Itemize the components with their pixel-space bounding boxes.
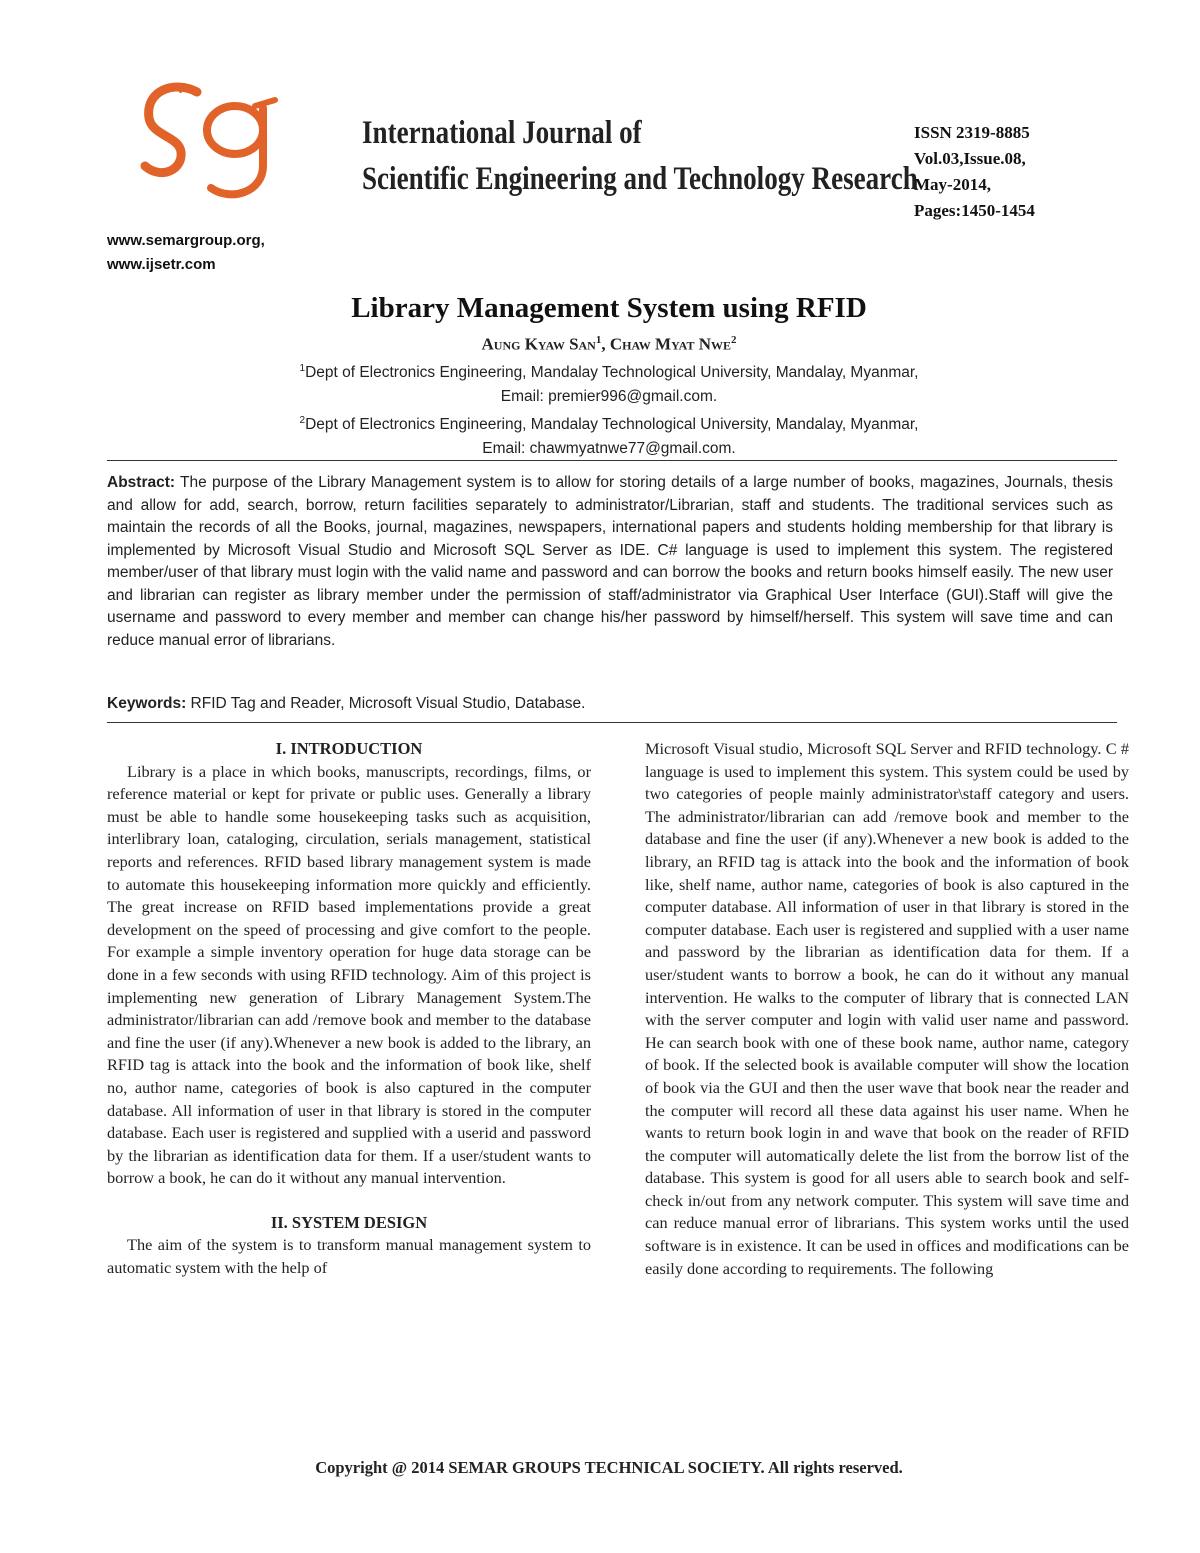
journal-logo [135,78,285,206]
author-1: Aung Kyaw San [481,334,596,354]
section-heading-system-design: II. SYSTEM DESIGN [270,1212,428,1232]
paper-title: Library Management System using RFID [351,292,867,324]
affiliation-1-mark: 1 [299,363,306,374]
url-semargroup[interactable]: www.semargroup.org, [107,232,265,249]
website-links [107,229,265,277]
journal-name-line-2: Scientific Engineering and Technology Research [362,161,918,197]
email-1[interactable]: Email: premier996@gmail.com. [500,388,718,406]
keywords-text: RFID Tag and Reader, Microsoft Visual Studio, Database. [186,695,586,712]
issn-block [914,120,1035,224]
affiliation-2-mark: 2 [299,415,306,427]
volume-issue: Vol.03,Issue.08, [914,149,1026,168]
affiliation-2-text: Dept of Electronics Engineering, Mandalay Technological University, Mandalay, Myanmar, [305,416,919,434]
keywords-label: Keywords: [107,695,187,712]
author-1-mark: 1 [595,334,602,346]
author-line [0,334,1200,355]
affiliation-2 [0,409,1200,437]
left-column [107,738,591,1280]
sg-logo-icon [135,78,285,206]
abstract-text: The purpose of the Library Management system is to allow for storing details of a large number of books, magazines, Journals, thesis and allow for add, search, borrow, return facilities separately to administrator/Librarian, staff and students. The traditional services such as maintain the records of all the Books, journal, magazines, newspapers, international papers and students holding membership for that library is implemented by Microsoft Visual Studio and Microsoft SQL Server as IDE. C# language is used to implement this system. The registered member/user of that library must login with the valid name and password and can borrow the books and return books himself easily. The new user and librarian can register as library member under the permission of staff/administrator via Graphical User Interface (GUI).Staff will give the username and password to every member and member can change his/her password by himself/herself. This system will save time and can reduce manual error of librarians. [107,474,1113,649]
divider-top [107,460,1117,461]
system-design-paragraph: The aim of the system is to transform manual management system to automatic system with the help of [107,1235,591,1278]
affiliation-1-text: Dept of Electronics Engineering, Mandalay Technological University, Mandalay, Myanmar, [305,364,919,382]
url-ijsetr[interactable]: www.ijsetr.com [107,256,216,273]
publication-date: May-2014, [914,175,991,194]
author-2: Chaw Myat Nwe [609,334,731,354]
right-column-paragraph: Microsoft Visual studio, Microsoft SQL Server and RFID technology. C # language is used to implement this system. This system could be used by two categories of people mainly administrator\staff category and users. The administrator/librarian can add /remove book and member to the database and fine the user (if any).Whenever a new book is added to the library, an RFID tag is attack into the book and the information of book like, shelf name, author name, categories of book is also captured in the computer database. All information of user in that library is stored in the computer database. Each user is registered and supplied with a user name and password by the librarian as identification data for them. If a user/student wants to borrow a book, he can do it without any manual intervention. He walks to the computer of library that is connected LAN with the server computer and login with valid user name and password. He can search book with one of these book name, author name, category of book. If the selected book is available computer will show the location of book via the GUI and then the user wave that book near the reader and the computer will record all these data against his user name. When he wants to return book login in and wave that book on the reader of RFID the computer will automatically delete the list from the borrow list of the database. This system is good for all users able to search book and self-check in/out from any network computer. This system will save time and can reduce manual error of librarians. This system works until the used software is in existence. It can be used in offices and modifications can be easily done according to requirements. The following [645,739,1129,1278]
introduction-paragraph: Library is a place in which books, manuscripts, recordings, films, or reference material or kept for private or public uses. Generally a library must be able to handle some housekeeping tasks such as acquisition, interlibrary loan, cataloging, circulation, serials management, statistical reports and references. RFID based library management system is made to automate this housekeeping information more quickly and efficiently. The great increase on RFID based implementations provide a great development on the speed of processing and give comfort to the people. For example a simple inventory operation for huge data storage can be done in a few seconds with using RFID technology. Aim of this project is implementing new generation of Library Management System.The administrator/librarian can add /remove book and member to the database and fine the user (if any).Whenever a new book is added to the library, an RFID tag is attack into the book and the information of book like, shelf no, author name, categories of book is also captured in the computer database. All information of user in that library is stored in the computer database. Each user is registered and supplied with a userid and password by the librarian as identification data for them. If a user/student wants to borrow a book, he can do it without any manual intervention. [107,761,591,1188]
abstract-label: Abstract: [107,474,176,491]
author-separator: , [601,334,610,354]
page-range: Pages:1450-1454 [914,201,1035,220]
copyright-footer: Copyright @ 2014 SEMAR GROUPS TECHNICAL SOCIETY. All rights reserved. [315,1458,903,1477]
affiliation-1 [0,357,1200,385]
journal-name [362,110,918,202]
email-2[interactable]: Email: chawmyatnwe77@gmail.com. [482,440,736,458]
author-2-mark: 2 [730,334,737,346]
keywords [107,695,1113,713]
journal-name-line-1: International Journal of [362,115,642,151]
abstract [107,472,1113,652]
issn: ISSN 2319-8885 [914,123,1030,142]
section-heading-introduction: I. INTRODUCTION [275,739,423,758]
right-column [645,738,1129,1280]
affiliations [0,357,1200,461]
divider-bottom [107,722,1117,723]
